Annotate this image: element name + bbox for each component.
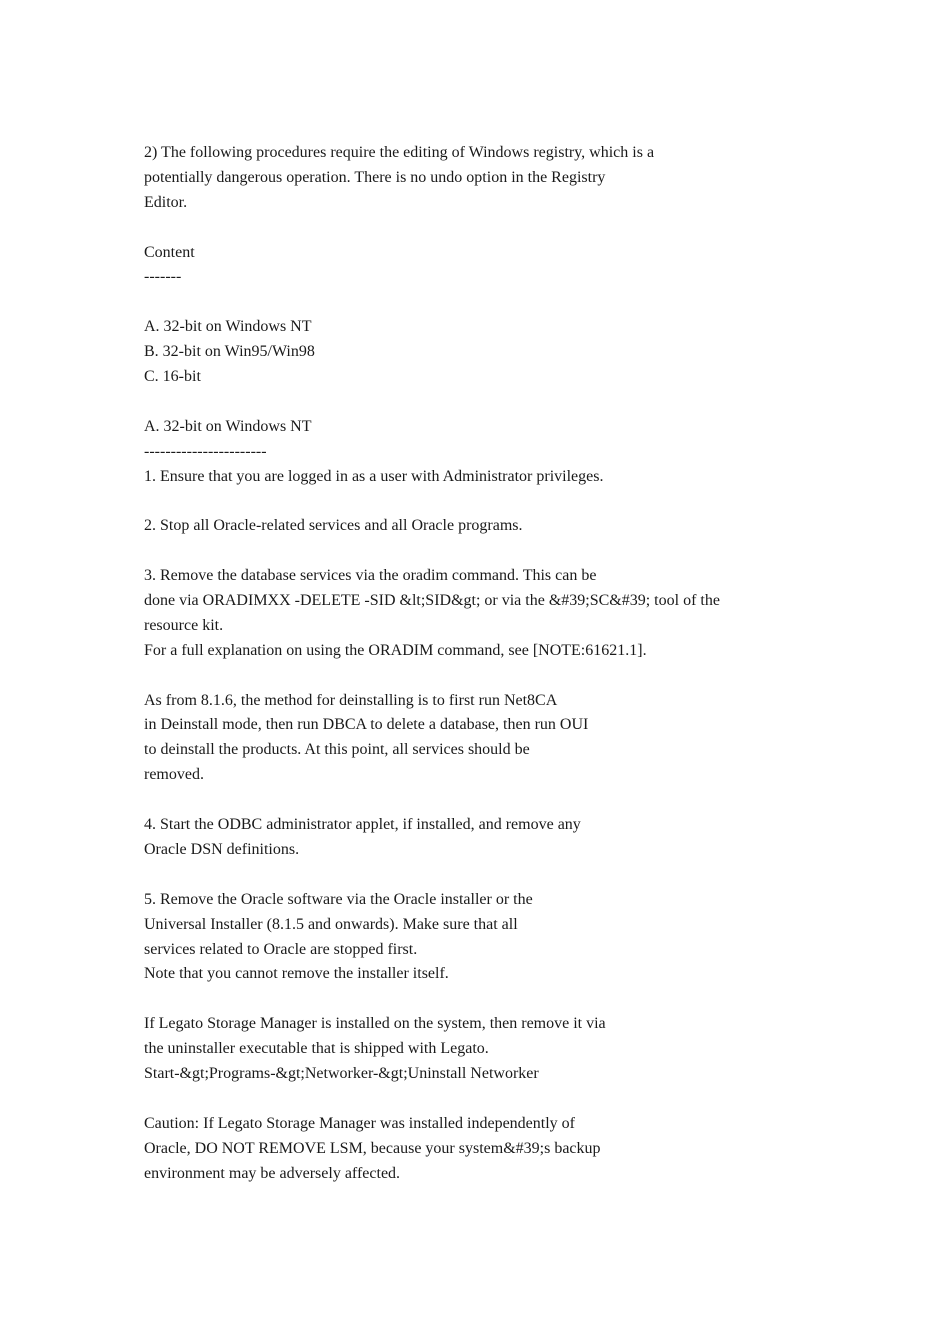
step-2: 2. Stop all Oracle-related services and all Oracle programs.: [144, 517, 523, 535]
text-line: removed.: [144, 766, 204, 784]
toc-item: A. 32-bit on Windows NT: [144, 318, 312, 336]
section-a-underline: -----------------------: [144, 442, 267, 460]
text-line: resource kit.: [144, 616, 224, 634]
section-a-heading: A. 32-bit on Windows NT: [144, 417, 312, 435]
document-body: [144, 141, 904, 1186]
toc-item: B. 32-bit on Win95/Win98: [144, 343, 315, 361]
table-of-contents: [144, 315, 904, 390]
text-line: to deinstall the products. At this point, all services should be: [144, 741, 530, 759]
spacer: [144, 390, 904, 415]
spacer: [144, 863, 904, 888]
step-5: [144, 888, 904, 988]
spacer: [144, 539, 904, 564]
legato-paragraph: [144, 1012, 904, 1087]
text-line: 3. Remove the database services via the oradim command. This can be: [144, 567, 597, 585]
intro-paragraph: [144, 141, 904, 216]
text-line: Note that you cannot remove the installer itself.: [144, 965, 449, 983]
text-line: Universal Installer (8.1.5 and onwards). Make sure that all: [144, 915, 518, 933]
note-816-paragraph: [144, 689, 904, 789]
spacer: [144, 987, 904, 1012]
text-line: Caution: If Legato Storage Manager was installed independently of: [144, 1114, 575, 1132]
text-line: 5. Remove the Oracle software via the Oracle installer or the: [144, 890, 533, 908]
text-line: potentially dangerous operation. There is no undo option in the Registry: [144, 168, 606, 186]
text-line: As from 8.1.6, the method for deinstalling is to first run Net8CA: [144, 691, 558, 709]
text-line: Oracle, DO NOT REMOVE LSM, because your system&#39;s backup: [144, 1139, 601, 1157]
text-line: done via ORADIMXX -DELETE -SID &lt;SID&gt; or via the &#39;SC&#39; tool of the: [144, 592, 720, 610]
text-line: the uninstaller executable that is shipped with Legato.: [144, 1040, 489, 1058]
spacer: [144, 290, 904, 315]
step-3: [144, 564, 904, 664]
caution-paragraph: [144, 1112, 904, 1187]
text-line: Start-&gt;Programs-&gt;Networker-&gt;Uninstall Networker: [144, 1064, 539, 1082]
text-line: 4. Start the ODBC administrator applet, if installed, and remove any: [144, 816, 581, 834]
text-line: environment may be adversely affected.: [144, 1164, 401, 1182]
text-line: services related to Oracle are stopped first.: [144, 940, 418, 958]
spacer: [144, 664, 904, 689]
spacer: [144, 216, 904, 241]
text-line: Editor.: [144, 193, 188, 211]
text-line: 2) The following procedures require the editing of Windows registry, which is a: [144, 144, 655, 161]
text-line: Oracle DSN definitions.: [144, 840, 300, 858]
text-line: in Deinstall mode, then run DBCA to delete a database, then run OUI: [144, 716, 589, 734]
text-line: For a full explanation on using the ORADIM command, see [NOTE:61621.1].: [144, 641, 647, 659]
spacer: [144, 1087, 904, 1112]
spacer: [144, 489, 904, 514]
step-1: 1. Ensure that you are logged in as a user with Administrator privileges.: [144, 467, 604, 485]
spacer: [144, 788, 904, 813]
toc-item: C. 16-bit: [144, 368, 201, 386]
step-4: [144, 813, 904, 863]
content-heading: Content: [144, 243, 195, 261]
text-line: If Legato Storage Manager is installed on the system, then remove it via: [144, 1015, 606, 1033]
content-underline: -------: [144, 268, 182, 286]
